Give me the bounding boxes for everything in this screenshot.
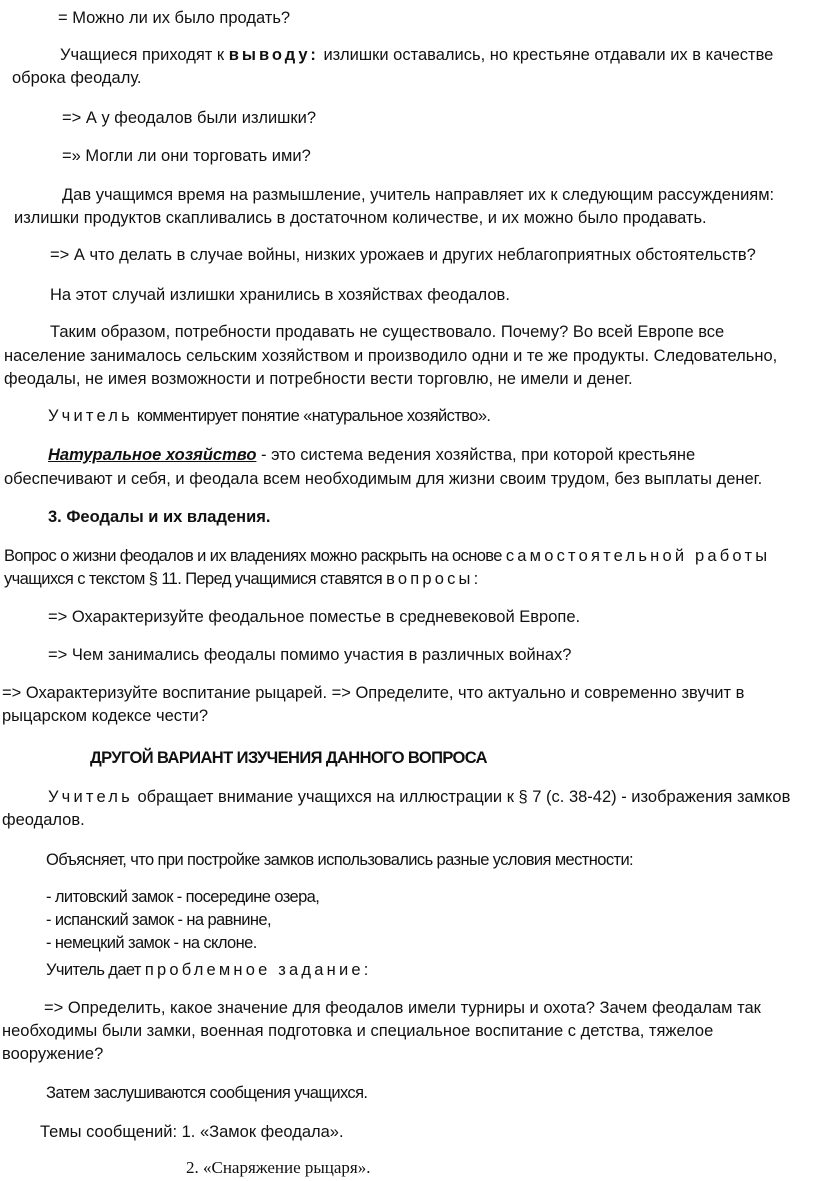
- text-line: учащихся с текстом § 11. Перед учащимися ставятся вопросы:: [4, 570, 478, 588]
- question-sell: = Можно ли их было продать?: [58, 9, 291, 27]
- question-knights: => Охарактеризуйте воспитание рыцарей. => Определите, что актуально и современно звучит в: [2, 684, 745, 702]
- text-line: феодалов.: [2, 811, 85, 829]
- section-heading: 3. Феодалы и их владения.: [48, 508, 271, 526]
- teacher-comment: Учитель комментирует понятие «натуральное хозяйство».: [48, 407, 491, 425]
- text-line: Объясняет, что при постройке замков использовались разные условия местности:: [46, 851, 634, 869]
- text-line: феодалы, не имея возможности и потребности вести торговлю, не имели и денег.: [4, 370, 633, 388]
- emphasis-conclusion: выводу:: [228, 46, 319, 64]
- report-topic-2: 2. «Снаряжение рыцаря».: [186, 1158, 371, 1177]
- text-line: необходимы были замки, военная подготовка и специальное воспитание с детства, тяжелое: [2, 1022, 714, 1040]
- text-line: излишки продуктов скапливались в достаточном количестве, и их можно было продавать.: [14, 209, 707, 227]
- question-estate: => Охарактеризуйте феодальное поместье в средневековой Европе.: [48, 608, 581, 626]
- list-item: - немецкий замок - на склоне.: [46, 934, 257, 952]
- emphasis-teacher: Учитель: [48, 407, 133, 425]
- text-line: Вопрос о жизни феодалов и их владениях можно раскрыть на основе самостоятельной работы: [4, 547, 771, 565]
- teacher-illustrations: Учитель обращает внимание учащихся на иллюстрации к § 7 (с. 38-42) - изображения замков: [48, 788, 791, 806]
- text-line: Дав учащимся время на размышление, учитель направляет их к следующим рассуждениям:: [62, 186, 775, 204]
- emphasis-questions: вопросы: [386, 570, 474, 588]
- question-feudal-activities: => Чем занимались феодалы помимо участия в различных войнах?: [48, 646, 572, 664]
- list-item: - испанский замок - на равнине,: [46, 911, 271, 929]
- text-line: вооружение?: [2, 1045, 104, 1063]
- question-trade: =» Могли ли они торговать ими?: [62, 147, 311, 165]
- text-line: Таким образом, потребности продавать не существовало. Почему? Во всей Европе все: [50, 323, 725, 341]
- emphasis-problem-task: проблемное задание:: [144, 961, 372, 979]
- emphasis-teacher: Учитель: [48, 788, 133, 806]
- question-war: => А что делать в случае войны, низких урожаев и других неблагоприятных обстоятельств?: [50, 246, 756, 264]
- subheading-alternative: ДРУГОЙ ВАРИАНТ ИЗУЧЕНИЯ ДАННОГО ВОПРОСА: [90, 749, 487, 767]
- list-item: - литовский замок - посередине озера,: [46, 888, 320, 906]
- report-topics: Темы сообщений: 1. «Замок феодала».: [40, 1123, 344, 1141]
- text-line: Затем заслушиваются сообщения учащихся.: [46, 1084, 368, 1102]
- text-line: оброка феодалу.: [12, 69, 142, 87]
- text-line: На этот случай излишки хранились в хозяйствах феодалов.: [50, 286, 510, 304]
- text-line: рыцарском кодексе чести?: [2, 707, 209, 725]
- paragraph-conclusion: Учащиеся приходят к выводу: излишки оставались, но крестьяне отдавали их в качестве: [60, 46, 774, 64]
- term-natural-economy: Натуральное хозяйство: [48, 446, 257, 464]
- question-surplus: => А у феодалов были излишки?: [62, 109, 317, 127]
- question-tournaments: => Определить, какое значение для феодалов имели турниры и охота? Зачем феодалам так: [44, 999, 761, 1017]
- text-line: обеспечивают и себя, и феодала всем необходимым для жизни своим трудом, без выплаты денег.: [4, 470, 763, 488]
- text-line: население занималось сельским хозяйством и производило одни и те же продукты. Следовательно,: [4, 347, 778, 365]
- teacher-task: Учитель дает проблемное задание:: [46, 961, 372, 979]
- emphasis-independent-work: самостоятельной работы: [505, 547, 771, 565]
- definition-line: Натуральное хозяйство - это система ведения хозяйства, при которой крестьяне: [48, 446, 696, 464]
